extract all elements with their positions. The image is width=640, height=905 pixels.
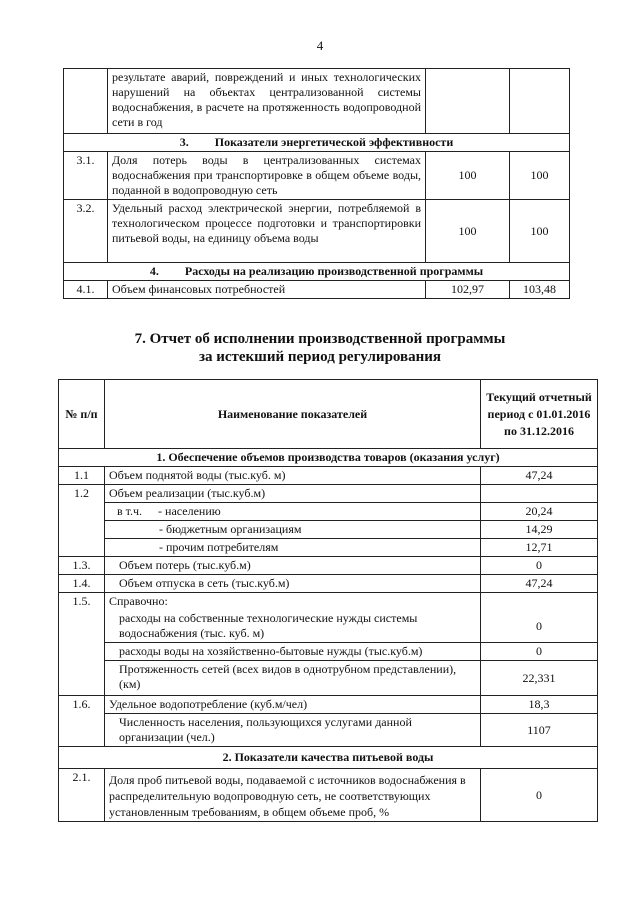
value-cell: 103,48	[510, 281, 570, 299]
table-row	[64, 200, 570, 263]
value-cell: 100	[426, 200, 510, 263]
table-row	[59, 610, 598, 643]
table-row	[64, 281, 570, 299]
section-row	[59, 449, 598, 467]
program-report-table	[58, 379, 598, 822]
value-cell: 100	[510, 152, 570, 200]
column-header-name: Наименование показателей	[105, 380, 481, 449]
value-cell	[426, 69, 510, 134]
value-cell: 18,3	[481, 696, 598, 714]
table-row	[59, 503, 598, 521]
report-heading	[0, 330, 640, 366]
indicator-name-cell: Справочно:	[105, 593, 481, 611]
value-cell: 22,331	[481, 661, 598, 696]
section-header-2: 2. Показатели качества питьевой воды	[59, 747, 598, 769]
indicator-name-cell: Доля проб питьевой воды, подаваемой с источников водоснабжения в распределительную водопроводную сеть, не соответствующих установленным требованиям, в общем объеме проб, %	[105, 769, 481, 822]
section-row	[64, 263, 570, 281]
table-row	[59, 769, 598, 822]
row-number-cell: 1.4.	[59, 575, 105, 593]
indicator-name-cell: Объем потерь (тыс.куб.м)	[105, 557, 481, 575]
indicator-name-cell: Протяженность сетей (всех видов в однотрубном представлении), (км)	[105, 661, 481, 696]
heading-line-2: за истекший период регулирования	[198, 349, 442, 365]
section-row	[64, 134, 570, 152]
section-row	[59, 747, 598, 769]
section-title: Расходы на реализацию производственной программы	[184, 264, 484, 278]
row-number-cell: 2.1.	[59, 769, 105, 822]
section-header-4	[64, 263, 570, 281]
indicator-name-cell: Объем реализации (тыс.куб.м)	[105, 485, 481, 503]
table-row	[64, 152, 570, 200]
page-number: 4	[316, 38, 324, 53]
indicator-name-cell: Объем финансовых потребностей	[108, 281, 426, 299]
row-number-cell: 3.1.	[64, 152, 108, 200]
indicator-name-cell: расходы на собственные технологические нужды системы водоснабжения (тыс. куб. м)	[105, 610, 481, 643]
section-title: Показатели энергетической эффективности	[214, 135, 454, 149]
value-cell: 0	[481, 610, 598, 643]
value-cell	[481, 593, 598, 611]
subitem-label: - населению	[158, 504, 221, 518]
indicator-name-cell: результате аварий, повреждений и иных технологических нарушений на объектах централизованной системы водоснабжения, в расчете на протяженность водопроводной сети в год	[108, 69, 426, 134]
section-header-3	[64, 134, 570, 152]
value-cell: 0	[481, 643, 598, 661]
table-row	[59, 485, 598, 503]
value-cell: 100	[426, 152, 510, 200]
value-cell: 0	[481, 769, 598, 822]
indicator-name-cell: Объем отпуска в сеть (тыс.куб.м)	[105, 575, 481, 593]
indicator-name-cell	[105, 503, 481, 521]
value-cell: 0	[481, 557, 598, 575]
header-row	[59, 380, 598, 449]
subitem-prefix: в т.ч.	[117, 504, 143, 518]
row-number-cell: 1.2	[59, 485, 105, 557]
table-row	[64, 69, 570, 134]
value-cell: 1107	[481, 714, 598, 747]
value-cell: 102,97	[426, 281, 510, 299]
value-cell: 14,29	[481, 521, 598, 539]
heading-line-1: 7. Отчет об исполнении производственной программы	[134, 331, 506, 347]
indicator-name-cell: Объем поднятой воды (тыс.куб. м)	[105, 467, 481, 485]
table-row	[59, 714, 598, 747]
table-row	[59, 575, 598, 593]
value-cell: 47,24	[481, 575, 598, 593]
table-row	[59, 539, 598, 557]
table-row	[59, 696, 598, 714]
value-cell: 100	[510, 200, 570, 263]
row-number-cell: 1.5.	[59, 593, 105, 696]
row-number-cell: 3.2.	[64, 200, 108, 263]
row-number-cell: 1.3.	[59, 557, 105, 575]
table-row	[59, 521, 598, 539]
indicator-name-cell: расходы воды на хозяйственно-бытовые нужды (тыс.куб.м)	[105, 643, 481, 661]
indicator-name-cell: Удельное водопотребление (куб.м/чел)	[105, 696, 481, 714]
row-number-cell: 1.6.	[59, 696, 105, 747]
column-header-period: Текущий отчетный период с 01.01.2016 по 31.12.2016	[481, 380, 598, 449]
section-number: 3.	[179, 135, 189, 149]
table-row	[59, 643, 598, 661]
value-cell: 47,24	[481, 467, 598, 485]
row-number-cell	[64, 69, 108, 134]
indicator-name-cell: Доля потерь воды в централизованных системах водоснабжения при транспортировке в общем объеме воды, поданной в водопроводную сеть	[108, 152, 426, 200]
indicator-name-cell: Удельный расход электрической энергии, потребляемой в технологическом процессе подготовки и транспортировки питьевой воды, на единицу объема воды	[108, 200, 426, 263]
value-cell	[481, 485, 598, 503]
table-row	[59, 593, 598, 611]
column-header-number: № п/п	[59, 380, 105, 449]
row-number-cell: 1.1	[59, 467, 105, 485]
indicator-name-cell: Численность населения, пользующихся услугами данной организации (чел.)	[105, 714, 481, 747]
value-cell	[510, 69, 570, 134]
indicators-table-continued	[63, 68, 570, 299]
indicator-name-cell: - бюджетным организациям	[105, 521, 481, 539]
table-row	[59, 467, 598, 485]
row-number-cell: 4.1.	[64, 281, 108, 299]
section-number: 4.	[149, 264, 159, 278]
value-cell: 20,24	[481, 503, 598, 521]
section-header-1: 1. Обеспечение объемов производства товаров (оказания услуг)	[59, 449, 598, 467]
value-cell: 12,71	[481, 539, 598, 557]
table-row	[59, 557, 598, 575]
indicator-name-cell: - прочим потребителям	[105, 539, 481, 557]
table-row	[59, 661, 598, 696]
